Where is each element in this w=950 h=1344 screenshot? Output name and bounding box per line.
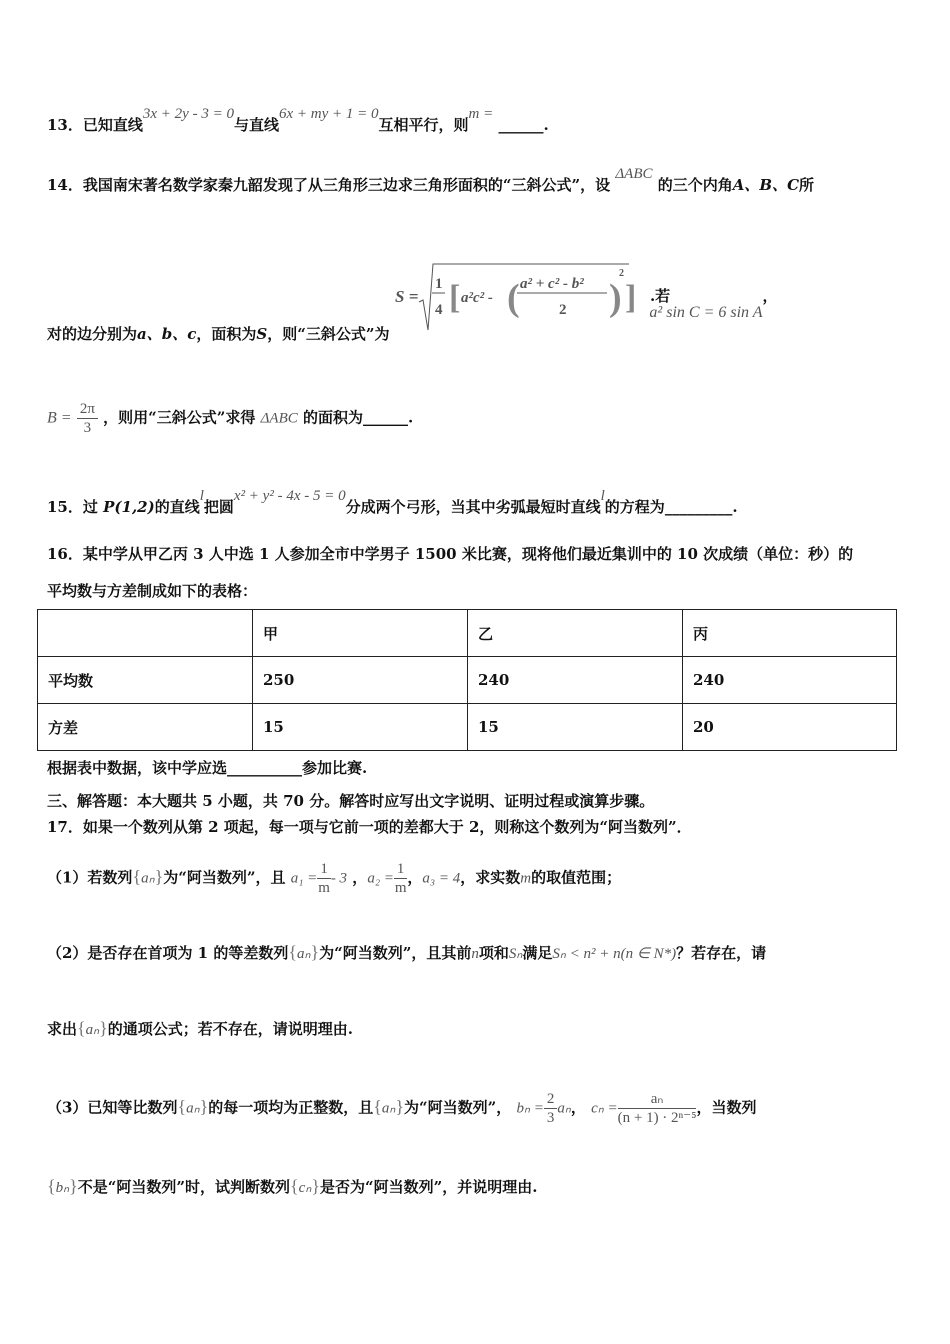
sum-inequality: Sₙ < n² + n(n ∈ N*) [552,946,677,962]
question-13: 13．已知直线3x + 2y - 3 = 0与直线6x + my + 1 = 0互相平行，则m = ______. [47,106,549,134]
table-header-bing: 丙 [683,610,897,657]
question-15: 15．过 P(1,2)的直线l把圆x² + y² - 4x - 5 = 0分成两个弓形，当其中劣弧最短时直线l的方程为_________. [47,488,738,516]
sqrt-formula-graphic [395,262,655,332]
svg-text:1: 1 [434,276,443,292]
answer-blank: __________ [227,759,303,777]
question-17-part3: （3）已知等比数列{aₙ}的每一项均为正整数，且{aₙ}为“阿当数列”， bₙ = $\frac{2}{3}$ aₙ， cₙ = $\frac{\text{aₙ}}{\text{(n + 1) · 2ⁿ⁻⁵}}$ ，当数列 [47,1091,757,1126]
question-14-line2: 对的边分别为a、b、c，面积为S，则“三斜公式”为 S = 1 4 [ a²c² - ( a² + c² - b² 2 ) 2 ] .若 a² sin C = 6 sin A， [47,262,814,336]
svg-text:): ) [608,277,622,319]
question-16-answer: 根据表中数据，该中学应选__________参加比赛. [47,759,368,777]
answer-blank: ______ [363,408,409,427]
answer-blank: _________ [664,498,733,516]
question-14-line3: B = $\frac{2\pi}{3}$ ，则用“三斜公式”求得 ΔABC 的面积为______. [47,401,414,436]
svg-text:2: 2 [618,268,624,279]
table-cell: 方差 [38,704,253,751]
table-cell: 240 [683,657,897,704]
answer-blank: ______ [498,116,544,134]
question-16-line2: 平均数与方差制成如下的表格： [47,582,258,600]
circle-equation: x² + y² - 4x - 5 = 0 [233,488,346,504]
section-3-heading: 三、解答题：本大题共 5 小题，共 70 分。解答时应写出文字说明、证明过程或演算步骤。 [47,792,655,810]
table-header-row [38,610,897,657]
table-cell: 250 [253,657,468,704]
table-row [38,657,897,704]
question-17-part3-cont: {bₙ}不是“阿当数列”时，试判断数列{cₙ}是否为“阿当数列”，并说明理由. [47,1176,538,1196]
formula-s: S = [394,287,419,306]
svg-text:4: 4 [434,302,443,318]
question-17-part2: （2）是否存在首项为 1 的等差数列{aₙ}为“阿当数列”，且其前n项和Sₙ满足Sₙ < n² + n(n ∈ N*)？若存在，请 [47,942,767,962]
svg-text:a²c² -: a²c² - [460,290,493,306]
svg-text:a² + c² - b²: a² + c² - b² [519,276,584,292]
table-cell: 15 [253,704,468,751]
three-oblique-formula [395,262,655,336]
table-header-yi: 乙 [468,610,683,657]
question-17-part2-cont: 求出{aₙ}的通项公式；若不存在，请说明理由. [47,1018,354,1038]
table-cell: 240 [468,657,683,704]
table-cell [38,610,253,657]
svg-text:(: ( [506,277,520,319]
table-cell: 平均数 [38,657,253,704]
question-17-intro: 17．如果一个数列从第 2 项起，每一项与它前一项的差都大于 2，则称这个数列为“阿当数列”． [47,818,692,836]
svg-text:]: ] [624,279,637,316]
condition-equation: a² sin C = 6 sin A [649,304,763,321]
question-14-line1: 14．我国南宋著名数学家秦九韶发现了从三角形三边求三角形面积的“三斜公式”，设 ΔABC 的三个内角A、B、C所 [47,166,815,194]
angle-b-fraction: $\frac{2\pi}{3}$ [77,400,98,437]
line2-equation: 6x + my + 1 = 0 [278,106,379,122]
svg-text:2: 2 [558,302,567,318]
question-16-line1: 16．某中学从甲乙丙 3 人中选 1 人参加全市中学男子 1500 米比赛，现将他们最近集训中的 10 次成绩（单位：秒）的 [47,545,854,563]
table-row [38,704,897,751]
line1-equation: 3x + 2y - 3 = 0 [142,106,234,122]
table-cell: 20 [683,704,897,751]
question-17-part1: （1）若数列{aₙ}为“阿当数列”，且 a₁ = $\frac{1}{m}$ - 3 ，a₂ = $\frac{1}{m}$ ，a₃ = 4，求实数m的取值范围； [47,861,622,896]
score-table [37,609,897,751]
table-cell: 15 [468,704,683,751]
table-header-jia: 甲 [253,610,468,657]
svg-text:[: [ [448,279,461,316]
